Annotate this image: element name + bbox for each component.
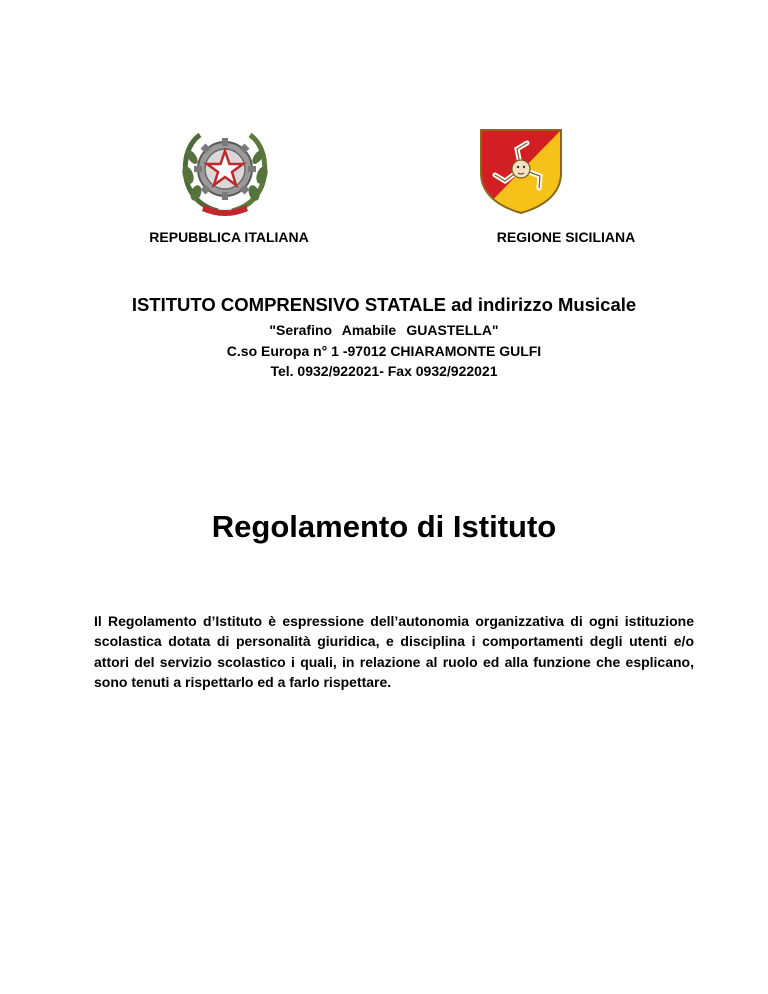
school-address: C.so Europa n° 1 -97012 CHIARAMONTE GULFI — [226, 343, 542, 359]
intro-paragraph: Il Regolamento d’Istituto è espressione dell’autonomia organizzativa di ogni istituzione scolastica dotata di personalità giuridica, e disciplina i comportamenti degli utenti e/o attori del servizio scolastico i quali, in relazione al ruolo ed alla funzione che esplicano, sono tenuti a rispettarlo ed a farlo rispettare. — [94, 613, 694, 691]
emblem-caption-italian-republic: REPUBBLICA ITALIANA — [149, 229, 309, 245]
italian-republic-emblem-icon — [178, 125, 272, 217]
emblem-caption-sicilian-region: REGIONE SICILIANA — [496, 229, 636, 245]
document-title: Regolamento di Istituto — [211, 509, 557, 544]
school-contacts: Tel. 0932/922021- Fax 0932/922021 — [270, 363, 498, 379]
sicilian-region-coat-of-arms-icon — [478, 127, 564, 215]
school-name: ISTITUTO COMPRENSIVO STATALE ad indirizzo Musicale — [131, 294, 637, 315]
school-dedication: "Serafino Amabile GUASTELLA" — [269, 322, 499, 338]
